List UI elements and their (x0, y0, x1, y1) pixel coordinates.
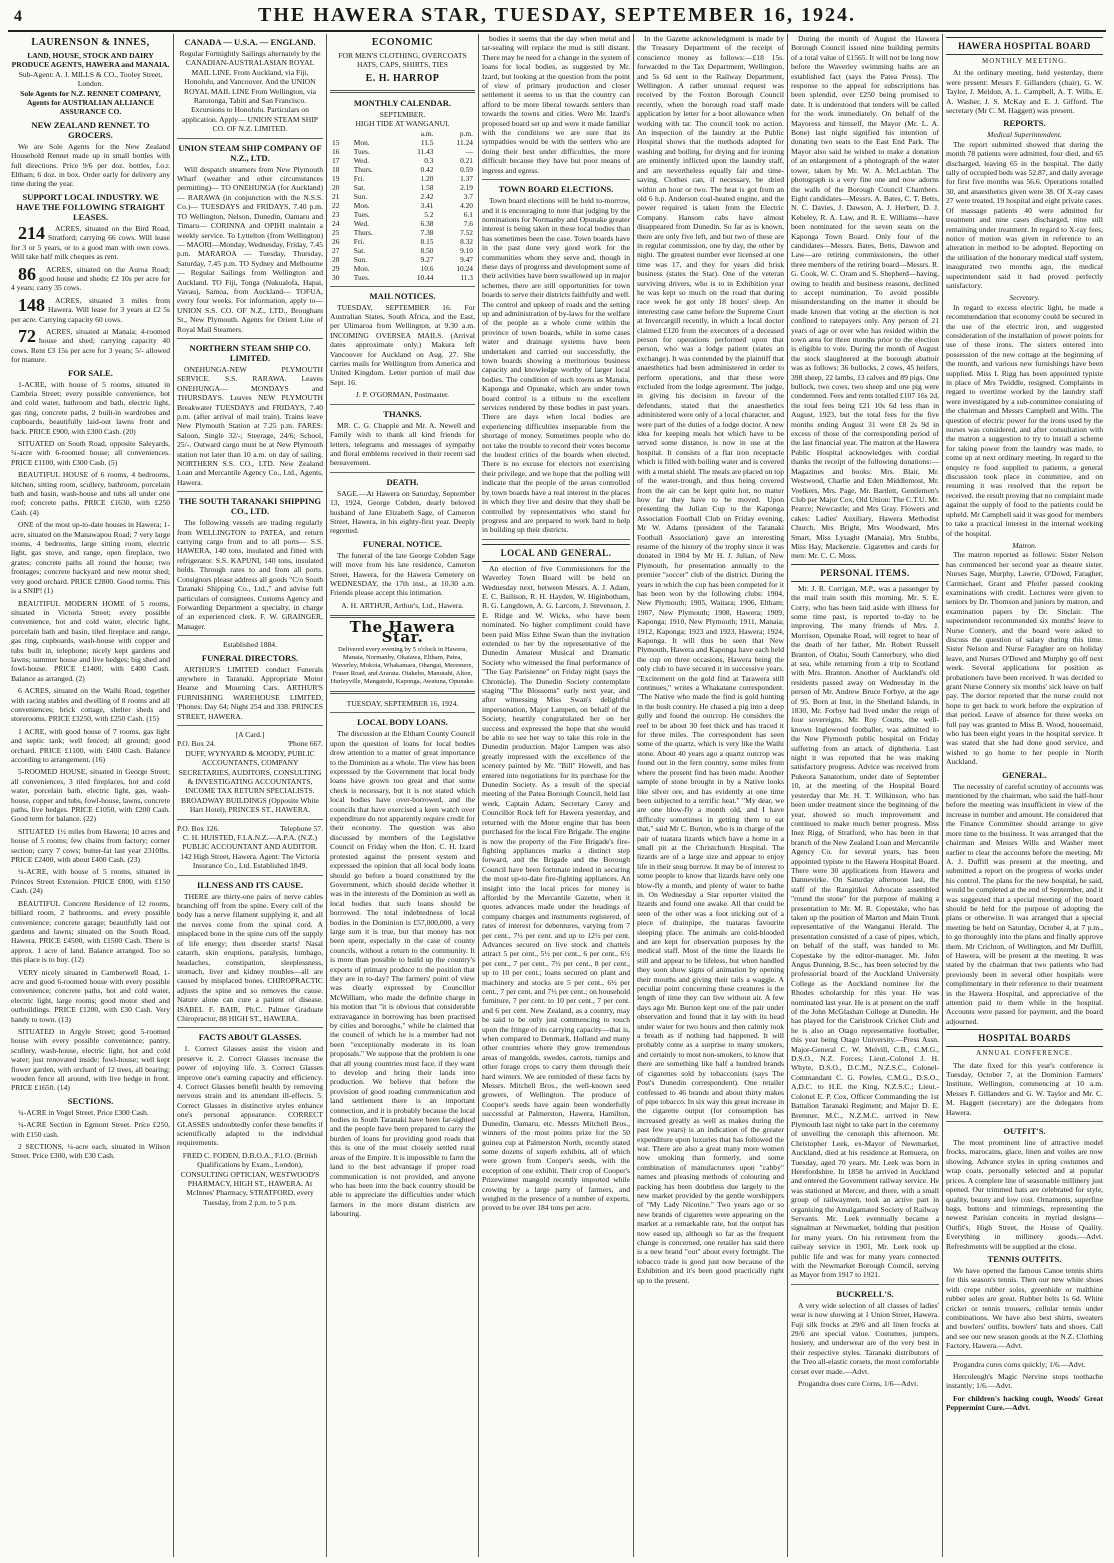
mail-heading: MAIL NOTICES. (369, 290, 436, 301)
tide-cell: 29 (332, 263, 340, 273)
tide-cell: Wed. (353, 218, 370, 228)
tide-cell: Mon. (353, 137, 370, 147)
huisted-text: C. H. HUISTED, F.I.A.N.Z.—A.P.A. (N.Z.) PUBLIC ACCOUNTANT AND AUDITOR. 142 High Street, Hawera. Agent: The Victoria Insurance Co., Ltd. Established 1849. (180, 833, 320, 871)
hospital-boards-subheading: ANNUAL CONFERENCE. (976, 1049, 1073, 1058)
firm-name: LAURENSON & INNES, (31, 37, 150, 48)
tide-cell: 10.44 (416, 272, 434, 282)
divider (330, 404, 475, 405)
tide-cell: 23 (332, 209, 340, 219)
tide-cell: Mon. (353, 200, 370, 210)
tide-cell: 11.5 (420, 137, 434, 147)
tide-cell: 7.38 (420, 227, 434, 237)
column-3 (326, 34, 478, 1557)
tide-cell: Sat. (353, 182, 366, 192)
illness-text: THERE are thirty-one pairs of nerve cables branching off from the spine. Every cell of the body has a nerve filament supplying it, and all the nerves come from the spinal cord. A misplaced bone in the spine cuts off the supply of life energy; then disorder starts! Nasal catarrh, skin eruptions, paralysis, lumbago, headaches, constipation, sleeplessness, stomach, liver and kidney troubles—all are caused by misplaced bones. CHIROPRACTIC adjusts the spine and so removes the cause. Nature alone can cure a patient of disease. ISABEL F. BAIR, Ph.C. Palmer Graduate Chiropractor, 88 HIGH ST., HAWERA. (177, 891, 323, 1023)
tide-cell: 9.10 (460, 245, 473, 255)
sale-item: BEAUTIFUL MODERN HOME of 5 rooms, situated in Victoria Street; every possible convenience, hot and cold water, electric light, porcelain bath and basin, tiled fireplace and range, gas ring, cupboards, wash-house with copper and tubs built in, telephone; nicely kept gardens and lawns; summer house and live hedges; big shed and fowl-house. PRICE £1400, with £400 Cash. Balance as arranged. (2) (11, 598, 170, 683)
rennet-text: We are Sole Agents for the New Zealand Household Rennet made up in small bottles with full directions. Price 9/6 per doz. bottles, f.o.r. Eltham; 6 doz. in box. Order early for delivery any time during the year. (11, 141, 170, 189)
column-2 (173, 34, 326, 1557)
advt-item: Progandra cures corns quickly; 1/6.—Advt. (953, 1359, 1086, 1369)
tide-row (330, 201, 475, 210)
tide-cell: Sat. (353, 245, 366, 255)
divider (330, 286, 475, 287)
glasses-text: 1. Correct Glasses assist the vision and preserve it. 2. Correct Glasses increase the power of enjoying life. 3. Correct Glasses improve one's earning capacity and efficiency. 4. Correct Glasses benefit health by removing nervous strain and its attendant ill-effects. 5. Correct Glasses in distinctive styles enhance one's personal appearance. CORRECT GLASSES undoubtedly confer these benefits if scientifically adapted to the individual requirements. (177, 1044, 323, 1148)
column-5 (633, 34, 787, 1557)
column-1 (8, 34, 173, 1557)
tide-cell: Wed. (353, 155, 370, 165)
hospital-boards-heading: HOSPITAL BOARDS (946, 1029, 1103, 1047)
loans-text: The discussion at the Eltham County Council upon the question of loans for local bodies drew attention to a matter of great importance to the Dominion as a whole. The view has been expressed by the Government that local body loans have grown too great and that some check is necessary, but it is not stated which local bodies have over-borrowed, and the councils that have exercised a keen watch over expenditure do not apparently require credit for their economy. The question was also discussed by members of the Legislative Council on Friday when the Hon. C. H. Izard protested against the present system and expressed the opinion that all local body loans should go before a board constituted by the Government, which should decide whether it was in the interests of the Dominion as well as local bodies that such loans should be borrowed. The total indebtedness of local bodies in the Dominion is £57,000,000, a very large sum it is true, but that money has not been spent, especially in the case of county councils, without a return to the community. It is more than possible to build up the country's exports of primary produce to the position that they are in to-day? The farmers' point of view was clearly expressed by Councillor McWilliam, who made the definite charge in his motion that "it is obvious that considerable extravagance in borrowing has been practised by cities and boroughs," while he claimed that the council of which he is a member had not been "exceptionally moderate in its loan proposals." We suppose that the problem is one that all young countries must face, if they want to develop and bring their lands into production. We believe that before the provision of good roading communication and land settlement there is an important connection, and it is probably because the local bodies in South Taranaki have been far-sighted and the people have been prepared to carry the burden of loans for providing good roads that this is one of the most closely settled rural areas of the Empire. It is impossible to farm the land to the best advantage if proper road communication is not provided, and anyone who has been into the back country should be able to appreciate the difficulties under which farmers in the more distant districts are labouring. (330, 729, 475, 1219)
lease-item: 148 ACRES, situated 3 miles from Hawera. Will lease for 3 years at £2 5s per acre. Carrying capacity 60 cows. (11, 294, 170, 324)
tide-row (330, 228, 475, 237)
tide-cell: 11.3 (460, 272, 473, 282)
tide-row (330, 219, 475, 228)
tide-cell: 18 (332, 164, 340, 174)
tide-cell: — (465, 146, 473, 156)
column-7 (942, 34, 1106, 1557)
general-news-text: In the Gazette acknowledgment is made by the Treasury Department of the receipt of conscience money as follows:—£18 15s. forwarded to the Tax Department, Wellington, and 5s 6d sent to the Railway Department, Wellington. A rather unusual request was received by the Foxton Borough Council recently, when the borough road staff made application by letter for a boot allowance when working with tar. The council took no action. An inspection of the laundry at the Public Hospital shows that the methods adopted for washing and boiling, for drying and for ironing are eminently inflicted upon the laundry staff, and are nevertheless equally fair and time-saving. Clothes can, if necessary, be dried within an hour or two. The heat is got from an old 6 h.p. Anderson coal-heated engine, and the power required is taken from the Electric Company. Hansom cabs have almost disappeared from Dunedin. So far as is known, there are only five left, and but two of these are in regular commission, one by day, the other by night. The greatest number ever licensed at one time was 17, and they for years did brisk business (states the Star). One of the veteran surviving drivers, who is to in Exhibition year he was kept so much on the road that during race week he got only 18 hours' sleep. An interesting case came before the Supreme Court at Invercargill recently, in which a local doctor claimed £120 from the executors of a deceased person for operations performed upon that person, who was a lodge patient (states an exchange). It was contended by the plaintiff that anaesthetics had been administered in order to perform operations, and that these were excluded from the lodge agreement. The judge, in giving his decision in favour of the defendants, stated that the anaesthetics administered were only of a local character, and were part of the duties of a lodge doctor. A new idea for keeping meals hot which have to be served some distance, is now in use at the hospital. It consists of a flat iron receptacle which is filled with boiling water and is covered with a metal shield. The meals are placed on top of the water-trough, and thus being covered from the air can be kept quite hot, no matter how far they have to be moved. Upon presenting the Julian Cup to the Kaponga Association Football Club on Friday evening, Mr W. Adams (president of the Taranaki Football Association) gave an interesting resume of the history of the trophy since it was donated in 1904 by Mr H. J. Julian, of New Plymouth, for presentation annually to the premier "soccer" club of the district. During the years in which the cup has been competed for it has been won by the following clubs: 1904, New Plymouth; 1905, Waitara; 1906, Eltham; 1907, New Plymouth; 1908, Hawera; 1909, Kaponga; 1910, New Plymouth; 1911, Manaia; 1912, Kaponga; 1923 and 1923, Hawera; 1924, Kaponga. It will thus be seen that New Plymouth, Hawera and Kaponga have each held the cup on three occasions, Hawera being the only club to have secured it in successive years. "Excitement on the gold find at Tarawera still continues," writes a Whakatane correspondent. "The Native who made the find is gold hunting in the bush country. He chased a pig into a deep gully and found the outcrop. He considers the reef to be about 30 feet thick and has traced it for three miles. The correspondent has seen some of the quartz, which is very like the Waihi stone. About 40 years ago a quartz outcrop was found out in the fern country, some miles from where the present find has been made. Another sample of stone brought in by a Native looks like silver ore, and has evidently at one time been subjected to a terrific heat." "My dear, we are one blow-fly a month old, and I have difficulty sometimes in getting them to eat that," said Mr C. Burton, who is in charge of the pair of tuatara lizards which have a home in a small pit at the Christchurch Hospital. The lizards are of a large size and appear to enjoy life in their snug burrow. It may be of interest to some people to know that lizards have only one blow-fly a month, and plenty of water to bathe in. On Wednesday a Star reporter visited the lizards and found one awake. All that could be seen of the other was a foot sticking out of a piece of drainpipe, the tuataras favourite sleeping place. The animals are cold-blooded and are kept for observation purposes by the medical staff. Most of the time the lizards lie still and appear to be lifeless, but when handled they soon show signs of animation by opening their mouths and giving their tails a waggle. A peculiar point concerning these creatures is the length of time they can live without air. A few days ago Mr. Burton kept one of the pair under observation and found that it lay with its head under water for two hours and then calmly took a breath as if nothing had happened. It will probably come as a surprise to many smokers, and certainly to most non-smokers, to know that there are something like half a hundred brands of cigarettes sold by tobacconists (says The Post's Dunedin correspondent). One retailer confessed to 46 brands and about thirty makes of pipe tobacco. In six way this great increase in the cigarette output (for consumption has increased greatly as well as makes during the past few years) is an indication of the greater expenditure upon luxuries that has followed the war. There are also a great many more women now smoking than formerly, and some combination of manufacturers upon "cabby" names and pleasing methods of colouring and packing has been doubtless due largely to the new market provided by the gentle worshippers of "My Lady Nicotine." Two years ago or so new brands of cigarettes were appearing on the market at a remarkable rate, but the output has now eased up, although so far as the frequent change is concerned, one retailer has said there is a new brand "out" about every fortnight. The tobacco trade is good just now because of the Exhibition and it's been good practically right up to the present. (637, 34, 784, 1285)
rennet-heading: NEW ZEALAND RENNET. TO GROCERS. (31, 119, 150, 140)
tide-row (330, 138, 475, 147)
paper-nameplate: The Hawera Star. (349, 618, 456, 646)
tide-cell: 15 (332, 137, 340, 147)
funeral-directors-heading: FUNERAL DIRECTORS. (201, 652, 299, 663)
column-6 (787, 34, 942, 1557)
south-taranaki-heading: THE SOUTH TARANAKI SHIPPING CO., LTD. (178, 496, 322, 517)
tide-cell: 24 (332, 218, 340, 228)
tide-cell: Tues. (353, 209, 370, 219)
mail-text: TUESDAY, SEPTEMBER 16. For Australian States, South Africa, and the East, per Ulimaroa from Wellington, at 9.30 a.m. INCOMING OVERSEA MAILS. (Arrival dates approximate only.) Makura left Vancouver for Auckland on Aug. 27. She carries mails for Wellington from America and United Kingdom. Letter portion of mail due Sept. 16. (330, 302, 475, 387)
hospital-board-text: At the ordinary meeting, held yesterday, there were present: Messrs F. Gillanders (chair), G. W. Taylor, J. Meldon, A. L. Campbell, A. T. Wills, E. A. Washer, J. S. McKay and E. J. Gifford. The secretary (Mr C. M. Haggett) was present. (946, 68, 1103, 116)
general-heading: GENERAL. (1002, 769, 1047, 780)
sections-heading: SECTIONS. (67, 1095, 114, 1106)
tide-cell: 3.41 (420, 200, 434, 210)
tide-cell: Fri. (353, 173, 365, 183)
divider (330, 712, 475, 713)
economic-heading: ECONOMIC (371, 37, 434, 48)
sale-item: SITUATED on South Road, opposite Saleyards, ¼-acre with 6-roomed house; all conveniences. PRICE £1100, with £300 Cash. (5) (11, 439, 170, 467)
outfits-heading: OUTFIT'S. (1003, 1126, 1046, 1137)
local-news-text: During the month of August the Hawera Borough Council issued nine building permits of a total value of £1565. It will not be long now before the Waverley swimming baths are an established fact (says the Patea Press). The response to the appeal for subscriptions has been splendid, over £250 being promised to date. It is understood that tenders will be called for the work immediately. On behalf of the Mayoress and himself, the Mayor (Mr. L. A. Bone) last night signified his intention of donating two seats to the East End Park. The Mayor also said he wished to make a donation of an enlargement of a photograph of the water tower, taken by Mr. W. A. McLachlan. The photograph is a very fine one and now adorns the walls of the Borough Council Chambers. Eight candidates—Messrs. A. Bates, C. T. Betts, N. C. Davies, J. Dawson, A. J. Herbert, D. J. Kebeley, R. A. Law, and R. E. Williams—have been nominated for the seven seats on the Kaponga Town Board. Only four of the candidates—Messrs. Bates, Betts, Dawson and Law—are retiring commissioners, the other three members of the retiring board—Messrs. R. G. Cook, W. C. Oram and S. Shepherd—having, owing to health and business reasons, declined to accept nomination. To avoid possible misunderstanding on the matter it should be made known that voting at the election is not confined to ratepayers only. Any person of 21 years of age or over who has resided within the town area for three months prior to the election is eligible to vote. During the month of August the stock slaughtered at the borough abattoir was as follows: 36 bullocks, 2 cows, 45 heifers, 398 sheep, 22 lambs, 13 calves and 89 pigs. One bullock, two cows, two sheep and one pig were condemned. Fees and rents totalled £107 16s 2d, the total fees being £21 10s 6d less than in August, 1923, but the total fees for the five months ending August 31 were £8 2s 9d in excess of those of the corresponding period of the last financial year. The matron at the Hawera Public Hospital acknowledges with cordial thanks the receipt of the following donations:—Magazines and books: Mrs. Blair, Mr. Westwood, Charlie and Eden Middlemost, Mr. Voelkers, Mrs. Page, Mr. Bartlett, Gentlemen's Club per Major Cox, Old Union: The C.T.U. Mr. Pearce; Newcastle; and Mrs Gray. Flowers and cakes: Ladies' Auxiliary, Hawera Methodist Church, Mrs Bright, Mrs Woodward, Mrs Smart, Miss Lysaght (Manaia), Mrs Stubbs, Miss Hay, Mackenzie. Cigarettes and cards for men: Mr. C. C. Moss. (791, 34, 939, 561)
sale-item: 1-ACRE, with house of 5 rooms, situated in Cambria Street; every possible convenience, hot and cold water, bathroom and bath, electric light, gas ring, concrete paths, 2 built-in wardrobes and cupboards, beautifully laid-out lawns front and back. PRICE £900, with £300 Cash. (20) (11, 379, 170, 436)
thanks-heading: THANKS. (383, 408, 422, 419)
tide-cell: 22 (332, 200, 340, 210)
death-heading: DEATH. (386, 476, 419, 487)
column-4 (478, 34, 633, 1557)
edition-date: TUESDAY, SEPTEMBER 16, 1924. (346, 699, 459, 708)
divider (330, 472, 475, 473)
funeral-notice-heading: FUNERAL NOTICE. (362, 538, 443, 549)
divider (177, 1027, 323, 1028)
tide-cell: 11.43 (417, 146, 434, 156)
sale-item: 1 ACRE, with good house of 7 rooms, gas light and septic tank; well fenced; all ground; good orchard. PRICE £1100, with £400 Cash. Balance according to arrangement. (16) (11, 726, 170, 764)
tide-row (330, 273, 475, 282)
progandra-advt: Progandra does cure Corns, 1/6—Advt. (798, 1379, 919, 1389)
page-number: 4 (14, 8, 22, 25)
tide-cell: 7.6 (463, 218, 473, 228)
tide-cell: 9.47 (460, 254, 473, 264)
masthead (8, 4, 1106, 32)
tide-cell: 1.58 (420, 182, 434, 192)
local-general-text: An election of five Commissioners for the Waverley Town Board will be held on Wednesday next, between Messrs. A. J. Adam, E. C. Bailison, R. H. Hayden, W. Higinbotham, R. G. Langdown, A. G. Larcom, J. Stevenson, J. E. Ridge and W. Wicks, who have been nominated. No higher compliment could have been paid Miss Ethne Swan than the invitation extended to her by the representative of the Dunedin Amateur Musical and Dramatic Society who witnessed the final performance of "The Gay Parisienne" on Friday night (says the Chronicle). The Dunedin Society contemplate staging "The Blossoms" early next year, and after witnessing Miss Swan's delightful impersonation, Major Lampen, on behalf of the Society, heartily congratulated her on her success and expressed the hope that she would be able to see her way to take this role in the Dunedin production. Major Lampen was also greatly impressed with the excellence of the scenery painted by Mr. "Bill" Howell, and has entered into negotiations for its purchase for the Dunedin Society. As a result of the special meeting of the Patea Borough Council, held last week, Captain Adam, Secretary Carey and Councillor Rock left for Hawera yesterday, and returned with the Motor engine that has been purchased for the local Fire Brigade. The engine is now the property of the Fire Brigade's fire-fighting appliances marks a distinct step forward, and the Brigade and the Borough Council have been fortunate indeed in securing the most up-to-date fire-fighting appliances. An insight into the local prices for money is afforded by the Mercantile Gazette, when it quotes advances made under the headings of company charges and instruments registered, of rates of interest for debentures, varying from 7 per cent., 7½ per cent. and up to 12½ per cent. Advances secured on live stock and chattels attract 5 per cent., 5½ per cent., 6 per cent., 6½ per cent., 7 per cent., 7½ per cent., 8 per cent., up to 10 per cent.; loans secured on plant and machinery and stocks are 5 per cent., 6½ per cent., 7 per cent. and 7½ per cent.; on household furniture, 7 per cent. to 10 per cent., 7 per cent. and 6 per cent. New Zealand, as a country, may be said to be only just commencing to touch upon the fringe of its carrying capacity—that is, when compared to Denmark, Holland and many other countries where they grow tremendous areas of mangolds, swedes, carrots, turnips and other forage crops to carry them through their hard winters. We are reminded of these facts by Messrs. Mitchell Bros., the well-known seed growers, of Wellington. The produce of Cooper's seeds have again been wonderfully successful at Palmerston, Hawera, Hamilton, Dunedin, Oamaru, etc. Messrs Mitchell Bros., winners of the most points prize for the 50 guinea cup at Palmerston North, recently stated some dozens of superb exhibits, all of which were grown from Cooper's seeds, with the exception of one exhibit. Their crop of Cooper's Prizewinner mangold recently imported while crowing by a large party of farmers, and weighed in the presence of a number of experts, proved to be over 184 tons per acre. (482, 563, 630, 1213)
tide-cell: Sun. (353, 254, 368, 264)
sale-item: BEAUTIFUL HOUSE of 6 rooms, 4 bedrooms, kitchen, sitting room, scullery, bathroom, porcelain bath and basin, wash-house and tubs all under one roof; concrete paths. PRICE £1630, with £250 Cash. (4) (11, 470, 170, 517)
columns (8, 34, 1106, 1557)
tide-cell: Tues. (353, 146, 370, 156)
secretary-text: In regard to excess electric light, he made a recommendation that economy could be secured in the use of the electric iron, and suggested consideration of the installation of power points for use of these irons. The sisters entered into possession of the new cottage at the beginning of the month, and various new furnishings have been supplied. Miss I. Rigg has been appointed typiste in place of Mrs Twiddle, resigned. Complaints in regard to overtime worked by the laundry staff were investigated by a sub-committee consisting of the chairman and Messrs Campbell and Wills. The question of electric power for the irons used by the nurses was considered, and after consultation with the matron a suggestion to try to install a scheme for taking power from the laundry was made, to come up at next ordinary meeting. In regard to the enquiry re food supplied to patients, a general discussion took place in committee, and on resuming it was resolved that the report be received. the result proving that no complaint made against the supply of food to the patients could be upheld. Mr Campbell said it was good for members to take a practical interest in the internal working of the hospital. (946, 302, 1103, 538)
tide-cell: 3.7 (463, 191, 473, 201)
tide-cell: 30 (332, 272, 340, 282)
sale-item: ONE of the most up-to-date houses in Hawera; 1-acre, situated on the Manawapou Road; 7 very large rooms, 4 bedrooms, large sitting room, electric light, gas stove, and range, open fireplace, two grates; concrete paths all round the house; two frontages; concrete backyard and new motor shed; very good orchard. PRICE £2800. Good terms. This is a SNIP! (1) (11, 520, 170, 596)
section-item: ¼-ACRE Section in Egmont Street. Price £250, with £150 cash. (11, 1120, 170, 1139)
sole-agents: Sole Agents for N.Z. RENNET COMPANY, Agents for AUSTRALIAN ALLIANCE ASSURANCE CO. (20, 88, 161, 117)
thanks-text: MR. C. G. Chapple and Mr. A. Newell and Family wish to thank all kind friends for letters, telegrams and messages of sympathy and floral emblems received in their recent sad bereavement. (330, 420, 475, 468)
hospital-board-heading: HAWERA HOSPITAL BOARD (946, 37, 1103, 55)
advt-item: Hercoleugh's Magic Nervine stops toothache instantly; 1/6.—Advt. (946, 1372, 1103, 1391)
general-text: The necessity of careful scrutiny of accounts was mentioned by the chairman, who said the half-hour before the meeting was insufficient in view of the increase in number and amount. He considered that the Finance Committee should arrange to give more time to the business. It was arranged that the chairman and Messrs Wills and Washer meet earlier to clear the accounts before the meeting. Mr A. J. Duffill was present at the meeting, and submitted a report on the progress of works under his control. The plans for the new hospital, he said, would be completed at the end of September, and it was suggested that a special meeting of the board should be held for the purpose of adopting the plans or otherwise. It was arranged that a special meeting be held on Saturday, October 4, at 7 p.m., to go thoroughly into the plans and finally approve them. Mr Crichton, of Wellington, and Mr Duffill, of Hawera, will be present at the meeting. It was stated by the chairman that two patients who had previously been in several other hospitals were complimentary in their reference to their treatment in the Hawera Hospital, and appreciative of the attention paid to them while in the hospital. Accounts were passed for payment, and the board adjourned. (946, 781, 1103, 1026)
for-sale-heading: FOR SALE. (68, 367, 113, 378)
lease-item: 86 ACRES, situated on the Auroa Road; good house and sheds; £2 10s per acre for 4 years; carry 35 cows. (11, 263, 170, 293)
canada-heading: CANADA — U.S.A. — ENGLAND. (184, 37, 316, 47)
tide-cell: 16 (332, 146, 340, 156)
duff-wynyard-text: DUFF, WYNYARD & MOODY, PUBLIC ACCOUNTANTS, COMPANY SECRETARIES, AUDITORS, CONSULTING & INVESTIGATING ACCOUNTANTS, INCOME TAX RETURN SPECIALISTS. BROADWAY BUILDINGS (Opposite White Hart Hotel), PRINCES ST., HAWERA. (178, 748, 322, 815)
tide-cell: Sun. (353, 191, 368, 201)
tide-cell: 6.1 (463, 209, 473, 219)
tide-row (330, 147, 475, 156)
secretary-heading: Secretary. (1009, 293, 1040, 303)
tide-cell: 1.20 (420, 173, 434, 183)
tide-cell: Tues. (353, 272, 370, 282)
divider (177, 338, 323, 339)
divider (482, 539, 630, 540)
newspaper-title: THE HAWERA STAR, TUESDAY, SEPTEMBER 16, 1924. (258, 4, 856, 26)
huisted-contact: P.O. Box 126. Telephone 57. (177, 823, 323, 833)
tide-cell: Mon. (353, 263, 370, 273)
tide-row (330, 246, 475, 255)
loans-continued: bodies it seems that the day when metal and tar-sealing will replace the mud is still distant. There may be need for a change in the system of loans for local bodies, as suggested by Mr. Izard, but looking at the question from the point of view of primary production and closer settlement it seems to us that the country can afford to be more liberal towards settlers than towards the towns and cities. Were Mr. Izard's proposed board set up and were it made familiar with the conditions we are sure that its sympathies would be with the settlers who are doing their best under difficulties, the more difficult because they have but poor means of ingress and egress. (482, 34, 630, 175)
divider (482, 179, 630, 180)
loans-heading: LOCAL BODY LOANS. (357, 717, 448, 728)
union-text: Will despatch steamers from New Plymouth Wharf (weather and other circumstances permitting)— TO ONEHUNGA (for Auckland)— RARAWA (in conjunction with the N.S.S. Co.)— TUESDAYS and FRIDAYS, 7.40 p.m. TO Wellington, Nelson, Dunedin, Oamaru and Timaru— CORINNA and OPIHI maintain a weekly service. To Lyttelton (from Wellington)— MAORI—Monday, Wednesday, Friday, 7.45 p.m. MARAROA — Tuesday, Thursday, Saturday, 7.45 p.m. TO Sydney and Melbourne— Regular Sailings from Wellington and Auckland. TO Fiji, Tonga (Nukualofa, Hapai, Vavau), Samoa, from Auckland— TOFUA, every four weeks. For information, apply to— UNION S.S. CO. OF N.Z., LTD., Brougham St., New Plymouth. Agents for Orient Line of Royal Mail Steamers. (177, 164, 323, 334)
tide-cell: 10.24 (456, 263, 473, 273)
hospital-board-subheading: MONTHLY MEETING. (981, 57, 1068, 65)
sale-item: SITUATED in Argyle Street; good 5-roomed house with every possible convenience; pantry, scullery, wash-house, electric light, hot and cold water; just renovated inside; fowl-house; well kept flower garden, with orchard of 12 trees, all bearing; wooden fence all around, with live hedge in front. PRICE £1650. (14) (11, 1026, 170, 1093)
divider (177, 138, 323, 139)
tide-cell: 0.59 (460, 164, 473, 174)
divider (177, 875, 323, 876)
card-heading: [A Card.] (235, 729, 265, 739)
tide-row (330, 165, 475, 174)
tide-row (330, 237, 475, 246)
buckrell-text: A very wide selection of all classes of ladies' wear is now showing at 1 Union Street, Hawera. Fuji silk frocks at 29/6 and all linen frocks at 29/6 are special value. Costumes, jumpers, hosiery, and underwear are of the very best in their respective styles. Taranaki distributors of the Treo all-elastic corsets, the most comfortable corset ever made.—Advt. (791, 1300, 939, 1376)
medical-superintendent-text: The report submitted showed that during the month 78 patients were admitted, four died, and 65 discharged, leaving 65 in the hospital. The daily tally of occupied beds was 52.87, and daily average for first five months was 56.6. Operations totalled 30, and anaesthetics given were 38. Of X-ray cases 27 were treated, 19 hospital and eight private cases. Of massage patients 40 were admitted for treatment and nine cases discharged, nine still remaining under treatment. In regard to X-ray fees, notice of motion was given in reference to an alteration in method to be adopted. Reporting on the utilisation of the honorary medical staff system, inaugurated two months ago, the medical superintendent said it had proved perfectly satisfactory. (946, 139, 1103, 290)
south-taranaki-text: The following vessels are trading regularly from WELLINGTON to PATEA, and return carrying cargo from and to all ports— S.S. HAWERA, 140 tons, insulated and fitted with refrigerator. S.S. KAPUNI, 140 tons, insulated holds. Through rates to and from all ports. Consignors please address all goods "C/o South Taranaki Shipping Co., Ltd.," and advise full particulars of consignees. Customs Agency and Forwarding Department a specialty, in charge of an experienced clerk. F. W. GRAINGER, Manager. (177, 518, 323, 631)
tide-heading: HIGH TIDE AT WANGANUI. (355, 119, 450, 129)
town-board-heading: TOWN BOARD ELECTIONS. (498, 184, 614, 195)
glasses-heading: FACTS ABOUT GLASSES. (198, 1032, 302, 1043)
hospital-boards-text: The date fixed for this year's conference is Tuesday, October 7, at the Dominion Farmers' Institute, Wellington, commencing at 10 a.m. Messrs F. Gillanders and G. W. Taylor and Mr. C. M. Haggett (secretary) are the delegates from Hawera. (946, 1060, 1103, 1117)
tide-cell: 0.42 (420, 164, 434, 174)
tide-cell: Fri. (353, 236, 365, 246)
tennis-heading: TENNIS OUTFITS. (987, 1253, 1062, 1264)
calendar-heading: MONTHLY CALENDAR. (353, 97, 452, 108)
sale-item: 5-ROOMED HOUSE, situated in George Street; all conveniences, 3 tiled fireplaces, hot and cold water, porcelain bath, electric light, gas, wash-house, copper and tubs, fowl-house, lawns, concrete paths, live hedges. PRICE £1050, with £200 Cash. Good term for balance. (22) (11, 767, 170, 824)
tide-cell: 8.50 (420, 245, 434, 255)
tide-cell: 26 (332, 236, 340, 246)
tide-row (330, 183, 475, 192)
divider (330, 90, 475, 93)
tide-row (330, 192, 475, 201)
sale-item: BEAUTIFUL Concrete Residence of 12 rooms, billiard room, 2 bathrooms, and every possible convenience; concrete garage; beautifully laid out gardens and lawns; situated on the South Road, Hawera. PRICE £4500, with £1500 Cash. There is approx. 1 acre of land. Balance arranged. Too so this place is to buy. (12) (11, 898, 170, 965)
personal-items-text: Mr. J. R. Corrigan, M.P., was a passenger by the mail train south this morning. Mr. S. E. Corry, who has been laid aside with illness for some time past, is reported to-day to be improving. The many friends of Mrs. J. Morrison, Opunake Road, will regret to hear of the death of her father, Mr. Robert Russell Branton, of Otahu, South Canterbury, who died at sea, while returning from a trip to Scotland with Mrs. Branton. Another of Auckland's old residents passed away on Wednesday in the person of Mr. Andrew Bruce Forbye, at the age of 95. Born at Inst, in the Shetland Islands, in 1830, Mr. Forbye had lived under the reign of four sovereigns. Mr. Roy Coutts, the well-known Inglewood footballer, was admitted to the New Plymouth public hospital on Friday suffering from an attack of diphtheria. Last night it was reported that he was making satisfactory progress. Advice was received from Pukeora Sanatorium, under date of September 10, at the meeting of the Hospital Board yesterday that Mr. H. T. Wilkinson, who has been under treatment since the beginning of the year, showed so much improvement and continued to make much better progress. Miss Inez Rigg, of Stratford, who has been in that branch of the New Zealand Loan and Mercantile Agency Co. for several years, has been appointed typiste to the Hawera Hospital Board. There were 30 applications from Hawera and Dannevirke. On Saturday afternoon last, the staff of the Rangitikei Advocate assembled "round the stone" for the purpose of making a presentation to Mr. M. R. Copestake, who has taken up the position of Marton and Main Trunk representative of the Wanganui Herald. The presentation consisted of a case of pipes, which, on behalf of the staff, was handed to Mr. Copestake by the editor-manager. Mr. John Angus Dunning, B.Sc., has been selected by the professorial board of the Auckland University College as the Auckland nominee for the Rhodes scholarship for this year. He was nominated last year. He is at present on the staff of the John McGlashan College at Dunedin. He has played for the Carisbrook Cricket Club and he is also an Otago representative footballer, this year being Otago University.—Press Assn. Major-General C. W. Melvill, C.B., C.M.G., D.S.O., N.Z. Forces; Lieut.-Colonel J. H. Whyte, D.S.O., D.C.M., N.Z.S.C., Colonel-Commandant C. G. Powles, C.M.G., D.S.O., A.D.C. to H.E. the King, N.Z.S.C.; Lieut.-Colonel E. P. Cox, Officer Commanding the 1st Battalion Taranaki Regiment; and Major D. E. Bremner, M.C., N.Z.M.C. arrived in New Plymouth last night to take part in the ceremony of unveiling the cenotaph this afternoon. Mr. Christopher Leek, ex-Mayor of Newmarket, Auckland, died at his residence at Remuera, on Tuesday, aged 70 years. Mr. Leek was born in Herefordshire. In 1858 he arrived in Auckland and entered the Government railway service. He was stationed at Mercer, and there, with a small group of railwaymen, took an active part in organising the Amalgamated Society of Railway Servants. Mr. Leek eventually became a signalman at Newmarket, holding that position for many years. On his retirement from the railway service in 1901, Mr. Leek took up public life and was for many years connected with the Newmarket Borough Council, serving as Mayor from 1917 to 1921. (791, 583, 939, 1280)
economic-text: FOR MEN'S CLOTHING, OVERCOATS HATS, CAPS, SHIRTS, TIES (338, 51, 467, 70)
sale-item: 6 ACRES, situated on the Waihi Road, together with racing stables and dwelling of 8 rooms and all conveniences; brick cottage, shelter sheds and storerooms. PRICE £3250, with £250 Cash. (15) (11, 686, 170, 724)
divider (177, 725, 323, 726)
funeral-notice-text: The funeral of the late George Cobden Sage will move from his late residence, Cameron Street, Hawera, for the Hawera Cemetery on WEDNESDAY, the 17th inst., at 10.30 a.m. Friends please accept this intimation. (330, 550, 475, 598)
funeral-signature: A. H. ARTHUR, Arthur's, Ltd., Hawera. (341, 600, 464, 610)
divider (330, 691, 475, 694)
sale-item: SITUATED 1½ miles from Hawera; 10 acres and house of 5 rooms; few chains from factory; corner section; carry 7 cows; butter-fat last year 2310lbs. PRICE £2400, with about £400 Cash. (23) (11, 826, 170, 865)
tide-cell: 0.3 (424, 155, 434, 165)
matron-text: The matron reported as follows: Sister Nelson has commenced her second year as theatre sister. Nurses Sage, Murphy, Lawrie, O'Dowd, Faragher, Carmichael, Grant and Pfeifer passed cooking examinations with credit. Lectures were given to seniors by Dr. Thomson and juniors by matron, and examination papers by Dr. Sinclair. The superintendent recommended six months' leave to Nurse Connery, and the board were asked to discuss the question of salary during this time. Sister Nelson and Nurse Faragher are on holiday leave, and Nurses O'Dowd and Murphy go off next week. Several applications for position as probationers have been received. It was decided to grant Nurse Connery six months' sick leave on half pay. The doctor reported that the nurse could not hope to get back to work before the expiration of that period. Leave of absence for three weeks on full pay was granted to Miss B. Wood, housemaid, who has been eight years in the hospital service. It was stated that she had done good service, and wished to go home to her people in North Auckland. (946, 550, 1103, 767)
tide-header-row: a.m. p.m. (420, 128, 473, 138)
tide-cell: 8.32 (460, 236, 473, 246)
tide-cell: 11.24 (456, 137, 473, 147)
support-heading: SUPPORT LOCAL INDUSTRY. WE HAVE THE FOLLOWING STRAIGHT LEASES. (16, 191, 165, 222)
tide-table (330, 129, 475, 282)
firm-desc: LAND, HOUSE, STOCK AND DAIRY PRODUCE AGENTS, HAWERA and MANAIA. (11, 51, 170, 70)
union-heading: UNION STEAM SHIP COMPANY OF N.Z., LTD. (178, 142, 322, 163)
tide-cell: 28 (332, 254, 340, 264)
tide-cell: 21 (332, 191, 340, 201)
sub-agent: Sub-Agent: A. J. MILLS & CO., Tooley Street, London. (18, 69, 163, 89)
matron-heading: Matron. (1012, 540, 1037, 550)
tide-cell: 4.20 (460, 200, 473, 210)
death-text: SAGE.—At Hawera on Saturday, September 13, 1924, George Cobden, dearly beloved husband of Jane Elizabeth Sage, of Cameron Street, Hawera, in his eighty-first year. Deeply regretted. (330, 488, 475, 536)
tide-cell: 20 (332, 182, 340, 192)
advt-item: For children's hacking cough, Woods' Great Peppermint Cure.—Advt. (946, 1393, 1103, 1413)
tide-row (330, 156, 475, 165)
tide-cell: Thurs. (353, 164, 373, 174)
divider (946, 1121, 1103, 1122)
tide-cell: 8.15 (420, 236, 434, 246)
tide-cell: 27 (332, 245, 340, 255)
sale-item: VERY nicely situated in Camberwell Road, 1-acre and good 6-roomed house with every possible convenience; concrete paths, hot and cold water, electric light, large rooms; good motor shed and outbuildings. PRICE £1200, with £30 Cash. Very handy to town. (13) (11, 967, 170, 1024)
divider (946, 1355, 1103, 1356)
funeral-directors-text: ARTHUR'S LIMITED conduct Funerals anywhere in Taranaki. Appropriate Motor Hearse and Mourning Cars. ARTHUR'S FURNISHING WAREHOUSE LIMITED, 'Phones: Day 64; Night 254 and 338. PRINCES STREET, HAWERA. (177, 664, 323, 721)
personal-items-heading: PERSONAL ITEMS. (791, 564, 939, 582)
mail-signature: J. P. O'GORMAN, Postmaster. (355, 390, 450, 400)
tide-cell: 5.2 (424, 209, 434, 219)
section-item: 2 SECTIONS, ¼-acre each, situated in Wilson Street. Price £300, with £30 Cash. (11, 1142, 170, 1161)
northern-heading: NORTHERN STEAM SHIP CO. LIMITED. (189, 342, 311, 363)
tide-cell: 17 (332, 155, 340, 165)
tide-cell: 2.19 (460, 182, 473, 192)
tide-cell: 9.27 (420, 254, 434, 264)
lease-item: 214 ACRES, situated on the Bird Road, Stratford; carrying 66 cows. Will lease for 3 or 5 years, or to a good man with own cows. Will take half milk cheques as rent. (11, 222, 170, 262)
tide-cell: 6.38 (420, 218, 434, 228)
canada-text: Regular Fortnightly Sailings alternately by the CANADIAN-AUSTRALASIAN ROYAL MAIL LINE. From Auckland, via Fiji, Honolulu, and Vancouver. And the UNION ROYAL MAIL LINE From Wellington, via Rarotonga, Tahiti and San Francisco. Excursions to Honolulu. Particulars on application. Apply— UNION STEAM SHIP CO. OF N.Z. LIMITED. (179, 49, 321, 134)
tide-row (330, 255, 475, 264)
divider (177, 635, 323, 636)
outfits-text: The most prominent line of attractive model frocks, marocains, glace, linen and voiles are now showing. Advance styles in spring costumes and wrap coats, personally selected and at popular prices. A complete line of seasonable millinery just opened. Our trimmed hats are celebrated for style, quality, beauty and low cost. Ornaments, superfine bags, buttons and trimmings, representing the newest Parisian conceits in myriad designs—Outfit's, High Street, the House of Quality. Everything in millinery goods.—Advt. Refreshments will be supplied at the close. (946, 1138, 1103, 1251)
tide-cell: 2.42 (420, 191, 434, 201)
tide-cell: 1.37 (460, 173, 473, 183)
local-general-heading: LOCAL AND GENERAL. (482, 544, 630, 562)
tide-cell: 10.6 (420, 263, 434, 273)
illness-heading: ILLNESS AND ITS CAUSE. (196, 879, 304, 890)
divider (177, 819, 323, 820)
divider (791, 1284, 939, 1285)
northern-text: ONEHUNGA-NEW PLYMOUTH SERVICE. S.S. RARAWA. Leaves ONEHUNGA— MONDAYS and THURSDAYS. Leaves NEW PLYMOUTH Breakwater TUESDAYS and FRIDAYS, 7.40 p.m. (after arrival of mail train). Trains leave New Plymouth Station at 7.25 p.m. FARES: Saloon, Single 32/-; Steerage, 24/6; School, 25/-. Outward cargo must be at New Plymouth station not later than 10 a.m. on day of sailing. NORTHERN S.S. CO., LTD. New Zealand Loan and Mercantile Agency Co., Ltd., Agents, Hawera. (177, 364, 323, 487)
buckrell-heading: BUCKRELL'S. (836, 1288, 894, 1299)
tide-row (330, 264, 475, 273)
harrop-name: E. H. HARROP (365, 72, 440, 84)
tide-cell: 0.21 (460, 155, 473, 165)
lease-item: 72 ACRES, situated at Manaia; 4-roomed house and shed; carrying capacity 40 cows. Rent £3 15s per acre for 3 years; 5/- allowed for manure. (11, 325, 170, 365)
tide-cell: 7.52 (460, 227, 473, 237)
calendar-month: SEPTEMBER. (379, 109, 426, 119)
reports-heading: REPORTS. (1003, 118, 1046, 129)
tide-cell: 19 (332, 173, 340, 183)
established: Established 1884. (223, 640, 277, 650)
sale-item: ¼-ACRE, with house of 5 rooms, situated in Princes Street Extension. PRICE £800, with £150 Cash. (24) (11, 867, 170, 896)
tide-cell: Thurs. (353, 227, 373, 237)
card-contact: P.O. Box 24. 'Phone 667. (177, 739, 323, 749)
medical-superintendent-heading: Medical Superintendent. (987, 130, 1062, 140)
lease-list (11, 224, 170, 365)
tide-row (330, 174, 475, 183)
tennis-text: We have opened the famous Canoe tennis shirts for this season's tennis. Then our new white shoes with crepe rubber soles, greenhide or malthine rubber soles are great. Rubber belts 1s 6d. White cricket or tennis trousers, cellular tennis under combinations. We have also best shirts, sweaters and bowlers' outfits, bowlers' hats and shoes. Call and see our new season goods at the N.Z. Clothing Factory, Hawera.—Advt. (946, 1265, 1103, 1351)
town-board-text: Town board elections will be held to-morrow, and it is encouraging to note that judging by the nominations for Normanby and Opunake greater interest is being taken in these local bodies than has sometimes been the case. Town boards have in the past done very good work for the communities whom they serve and, though in these days of progress and development some of their activities have been swallowed up in major schemes, there are still opportunities for town boards to serve their districts faithfully and well. The control and upkeep of roads and the setting up and administration of by-laws for the welfare of the people as a whole come within the province of town boards, while in some cases water and drainage systems have been undertaken and carried out successfully, the town boards showing a meritorious business capacity and knowledge worthy of larger local bodies. The condition of such towns as Manaia, Kaponga and Opunake, which are under town board control is a tribute to the excellent services rendered by these bodies in past years. There are days when local bodies are experiencing difficulties inseparable from the shortage of money. Sometimes people who do not take the trouble to record their votes become the loudest critics of the boards when elected. There is no excuse for electors not exercising their privilege, and we hope that the polling will indicate that the people of the areas controlled by town boards have a real interest in the places in which they live and desire that they shall be controlled by representatives who stand for progress and are prepared to work hard to help in building up their districts. (482, 196, 630, 535)
paper-delivery-text: Delivered every evening by 5 o'clock in Hawera, Manaia, Normanby, Okaiawa, Eltham, Patea, Waverley, Mokoia, Whakamara, Ohangai, Meremere, Fraser Road, and Ararata. Otakeho, Manutahi, Alton, Hurleyville, Mangatoki, Kaponga, Awatuna, Opunake. (330, 646, 475, 685)
foden-text: FRED C. FODEN, D.B.O.A., F.I.O. (British Qualifications by Exam., London), CONSULTING OPTICIAN, WESTWOOD'S PHARMACY, HIGH ST., HAWERA. At McInnes' Pharmacy, STRATFORD, every Tuesday, from 2 p.m. to 5 p.m. (180, 1150, 320, 1207)
tide-row (330, 210, 475, 219)
section-item: ¼-ACRE in Vogel Street. Price £300 Cash. (18, 1107, 149, 1117)
tide-cell: 25 (332, 227, 340, 237)
divider (177, 491, 323, 492)
